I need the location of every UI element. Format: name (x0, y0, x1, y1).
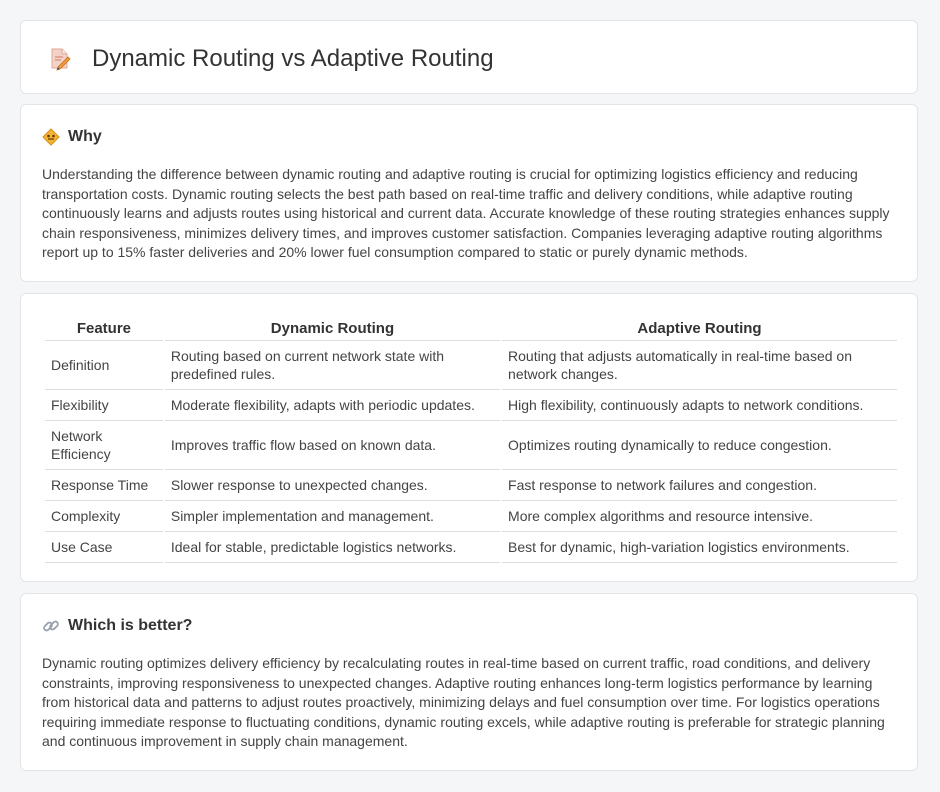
page-title: Dynamic Routing vs Adaptive Routing (92, 45, 494, 72)
comparison-card (20, 293, 918, 582)
adaptive-cell: Routing that adjusts automatically in real-time based on network changes. (502, 341, 897, 390)
which-is-better-section (20, 593, 918, 771)
why-heading-row (42, 127, 102, 147)
feature-cell: Complexity (45, 501, 163, 532)
dynamic-cell: Simpler implementation and management. (165, 501, 500, 532)
header-adaptive-routing: Adaptive Routing (502, 316, 897, 341)
dynamic-cell: Ideal for stable, predictable logistics networks. (165, 532, 500, 563)
dynamic-cell: Moderate flexibility, adapts with periodic updates. (165, 390, 500, 421)
link-icon (42, 617, 60, 635)
adaptive-cell: Optimizes routing dynamically to reduce congestion. (502, 421, 897, 470)
adaptive-cell: Fast response to network failures and congestion. (502, 470, 897, 501)
why-section (20, 104, 918, 282)
feature-cell: Flexibility (45, 390, 163, 421)
table-row (45, 341, 897, 390)
adaptive-cell: Best for dynamic, high-variation logistics environments. (502, 532, 897, 563)
table-row (45, 532, 897, 563)
header-card (20, 20, 918, 94)
table-row (45, 501, 897, 532)
table-row (45, 390, 897, 421)
dynamic-cell: Slower response to unexpected changes. (165, 470, 500, 501)
why-heading: Why (68, 128, 102, 145)
comparison-table (43, 316, 899, 563)
better-heading-row (42, 616, 192, 636)
header-feature: Feature (45, 316, 163, 341)
feature-cell: Use Case (45, 532, 163, 563)
diamond-sign-icon (42, 128, 60, 146)
feature-cell: Network Efficiency (45, 421, 163, 470)
header-dynamic-routing: Dynamic Routing (165, 316, 500, 341)
table-header-row (45, 316, 897, 341)
feature-cell: Response Time (45, 470, 163, 501)
better-body: Dynamic routing optimizes delivery efficiency by recalculating routes in real-time based on current traffic, road conditions, and delivery constraints, improving responsiveness to unexpected changes. Adaptive routing enhances long-term logistics performance by learning from historical data and patterns to adjust routes proactively, minimizing delays and fuel consumption over time. For logistics operations requiring immediate response to fluctuating conditions, dynamic routing excels, while adaptive routing is preferable for strategic planning and continuous improvement in supply chain management. (42, 655, 885, 750)
feature-cell: Definition (45, 341, 163, 390)
better-heading: Which is better? (68, 617, 193, 634)
table-row (45, 421, 897, 470)
adaptive-cell: High flexibility, continuously adapts to network conditions. (502, 390, 897, 421)
adaptive-cell: More complex algorithms and resource intensive. (502, 501, 897, 532)
dynamic-cell: Routing based on current network state with predefined rules. (165, 341, 500, 390)
document-pencil-icon (49, 47, 71, 71)
table-row (45, 470, 897, 501)
why-body: Understanding the difference between dynamic routing and adaptive routing is crucial for optimizing logistics efficiency and reducing transportation costs. Dynamic routing selects the best path based on real-time traffic and delivery conditions, while adaptive routing continuously learns and adjusts routes using historical and current data. Accurate knowledge of these routing strategies enhances supply chain responsiveness, minimizes delivery times, and improves customer satisfaction. Companies leveraging adaptive routing algorithms report up to 15% faster deliveries and 20% lower fuel consumption compared to static or purely dynamic methods. (42, 166, 890, 261)
dynamic-cell: Improves traffic flow based on known data. (165, 421, 500, 470)
